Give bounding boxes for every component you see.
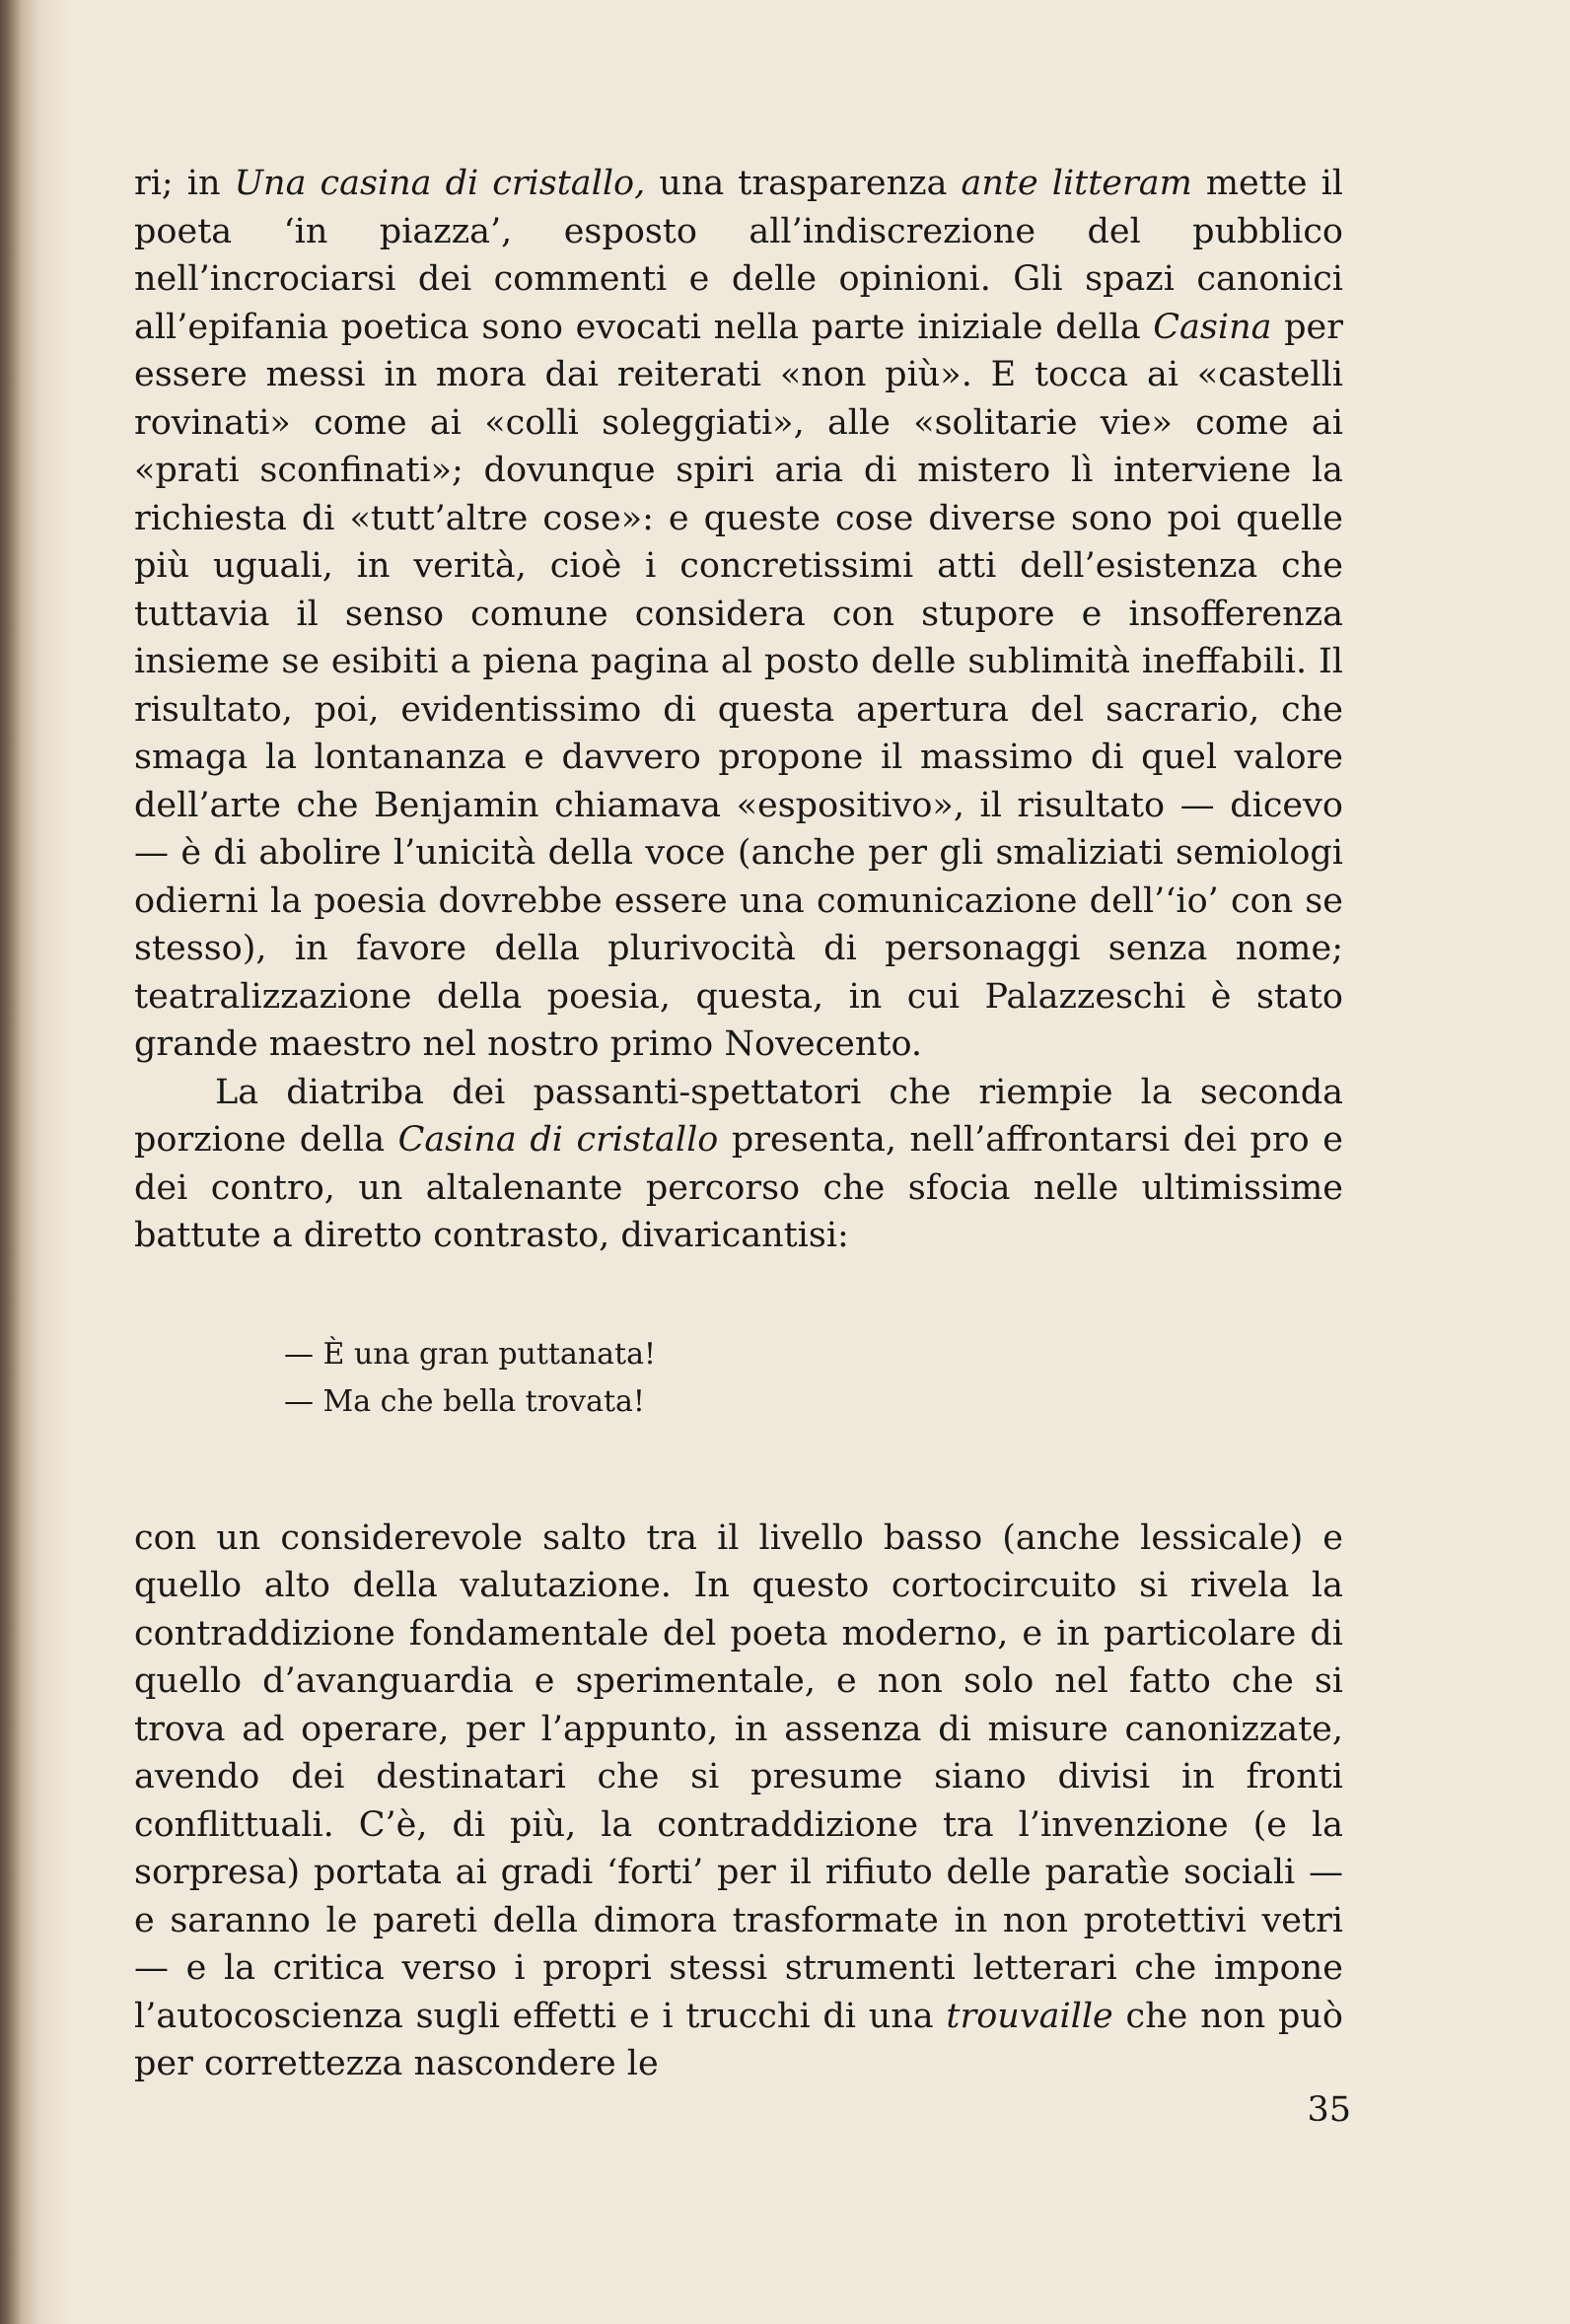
- p3-text-1: con un considerevole salto tra il livello basso (anche lessicale) e quello alto della valutazione. In questo cortocircuito si rivela la contraddizione fondamentale del poeta moderno, e in particolare di quello d’avanguardia e sperimentale, e non solo nel fatto che si trova ad operare, per l’appunto, in assenza di misure canonizzate, avendo dei destinatari che si presume siano divisi in fronti conflittuali. C’è, di più, la contraddizione tra l’invenzione (e la sorpresa) portata ai gradi ‘forti’ per il rifiuto delle paratìe sociali — e saranno le pareti della dimora trasformate in non protettivi vetri — e la critica verso i propri stessi strumenti letterari che impone l’autocoscienza sugli effetti e i trucchi di una: [134, 1517, 1343, 2036]
- p3-text-2: che non può per correttezza nascondere le: [134, 1996, 1343, 2083]
- p1-italic-phrase: ante litteram: [961, 164, 1192, 203]
- p2-italic-title: Casina di cristallo: [397, 1120, 719, 1160]
- p2-text-2: presenta, nell’affrontarsi dei pro e dei contro, un altalenante percorso che sfocia nelle ultimissime battute a diretto contrasto, divaricantisi:: [134, 1120, 1343, 1255]
- page-number: 35: [1307, 2090, 1351, 2130]
- p2-text-1: La diatriba dei passanti-spettatori che riempie la seconda porzione della: [134, 1072, 1343, 1160]
- p1-italic-title-2: Casina: [1153, 307, 1272, 347]
- paragraph-3: [134, 1514, 1343, 2088]
- paragraph-1: [134, 160, 1343, 1069]
- p1-text-4: per essere messi in mora dai reiterati «non più». E tocca ai «castelli rovinati» come ai «colli soleggiati», alle «solitarie vie» come ai «prati sconfinati»; dovunque spiri aria di mistero lì interviene la richiesta di «tutt’altre cose»: e queste cose diverse sono poi quelle più uguali, in verità, cioè i concretissimi atti dell’esistenza che tuttavia il senso comune considera con stupore e insofferenza insieme se esibiti a piena pagina al posto delle sublimità ineffabili. Il risultato, poi, evidentissimo di questa apertura del sacrario, che smaga la lontananza e davvero propone il massimo di quel valore dell’arte che Benjamin chiamava «espositivo», il risultato — dicevo — è di abolire l’unicità della voce (anche per gli smaliziati semiologi odierni la poesia dovrebbe essere una comunicazione dell’‘io’ con se stesso), in favore della plurivocità di personaggi senza nome; teatralizzazione della poesia, questa, in cui Palazzeschi è stato grande maestro nel nostro primo Novecento.: [134, 307, 1343, 1064]
- p1-text-2: una trasparenza: [645, 164, 962, 203]
- p1-italic-title-1: Una casina di cristallo,: [234, 164, 646, 203]
- quote-line-1: — È una gran puttanata!: [284, 1336, 657, 1372]
- p3-italic-word: trouvaille: [946, 1996, 1113, 2036]
- verse-quote: [134, 1331, 1343, 1426]
- page-body: [134, 160, 1343, 2088]
- p1-text-3: mette il poeta ‘in piazza’, esposto all’indiscrezione del pubblico nell’incrociarsi dei commenti e delle opinioni. Gli spazi canonici all’epifania poetica sono evocati nella parte iniziale della: [134, 164, 1343, 347]
- quote-line-2: — Ma che bella trovata!: [284, 1383, 645, 1419]
- paragraph-2: [134, 1069, 1343, 1260]
- p1-text-1: ri; in: [134, 164, 235, 203]
